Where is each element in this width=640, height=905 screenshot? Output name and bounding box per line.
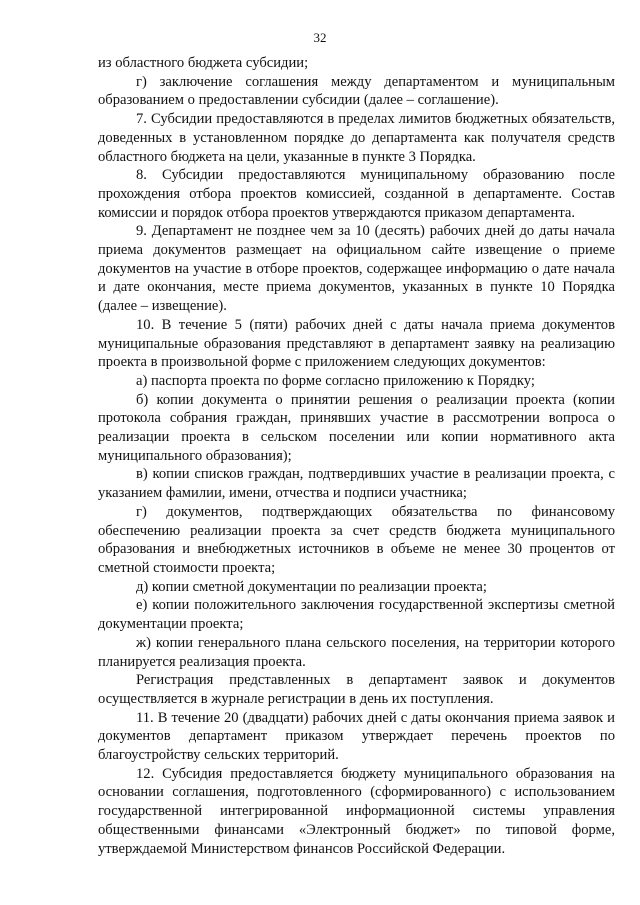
- page-number: 32: [313, 30, 327, 45]
- paragraph-continuation: из областного бюджета субсидии;: [98, 55, 309, 71]
- paragraph-7: 7. Субсидии предоставляются в пределах лимитов бюджетных обязательств, доведенных в установленном порядке до департамента как получателя средств областного бюджета на цели, указанные в пункте 3 Порядка.: [98, 111, 615, 165]
- paragraph-10-item-g: г) документов, подтверждающих обязательства по финансовому обеспечению реализации проекта за счет средств бюджета муниципального образования и внебюджетных источников в объеме не менее 30 процентов от сметной стоимости проекта;: [98, 503, 615, 576]
- document-body: [98, 54, 615, 858]
- paragraph-10-item-a: а) паспорта проекта по форме согласно приложению к Порядку;: [136, 372, 535, 389]
- paragraph-10-item-d: д) копии сметной документации по реализации проекта;: [136, 578, 487, 595]
- paragraph-9: 9. Департамент не позднее чем за 10 (десять) рабочих дней до даты начала приема документов размещает на официальном сайте извещение о приеме документов на участие в отборе проектов, содержащее информацию о дате начала и дате окончания, месте приема документов, указанных в пункте 10 Порядка (далее – извещение).: [98, 223, 615, 315]
- paragraph-item-g: г) заключение соглашения между департаментом и муниципальным образованием о предоставлении субсидии (далее – соглашение).: [98, 73, 615, 109]
- paragraph-10-item-zh: ж) копии генерального плана сельского поселения, на территории которого планируется реализация проекта.: [98, 634, 615, 670]
- paragraph-8: 8. Субсидии предоставляются муниципальному образованию после прохождения отбора проектов комиссией, созданной в департаменте. Состав комиссии и порядок отбора проектов утверждаются приказом департамента.: [98, 167, 615, 221]
- paragraph-11: 11. В течение 20 (двадцати) рабочих дней с даты окончания приема заявок и документов департамент приказом утверждает перечень проектов по благоустройству сельских территорий.: [98, 709, 615, 764]
- paragraph-10-item-e: е) копии положительного заключения государственной экспертизы сметной документации проекта;: [98, 597, 615, 633]
- paragraph-12: 12. Субсидия предоставляется бюджету муниципального образования на основании соглашения, подготовленного (сформированного) с использованием государственной интегрированной информационной системы управления общественными финансами «Электронный бюджет» по типовой форме, утверждаемой Министерством финансов Российской Федерации.: [98, 765, 615, 857]
- paragraph-10-item-v: в) копии списков граждан, подтвердивших участие в реализации проекта, с указанием фамилии, имени, отчества и подписи участника;: [98, 466, 615, 502]
- paragraph-registration: Регистрация представленных в департамент заявок и документов осуществляется в журнале регистрации в день их поступления.: [98, 672, 615, 707]
- paragraph-10-item-b: б) копии документа о принятии решения о реализации проекта (копии протокола собрания граждан, принявших участие в рассмотрении вопроса о реализации проекта в сельском поселении или копии нормативного акта муниципального образования);: [98, 391, 615, 464]
- paragraph-10: 10. В течение 5 (пяти) рабочих дней с даты начала приема документов муниципальные образования представляют в департамент заявку на реализацию проекта в произвольной форме с приложением следующих документов:: [98, 316, 615, 371]
